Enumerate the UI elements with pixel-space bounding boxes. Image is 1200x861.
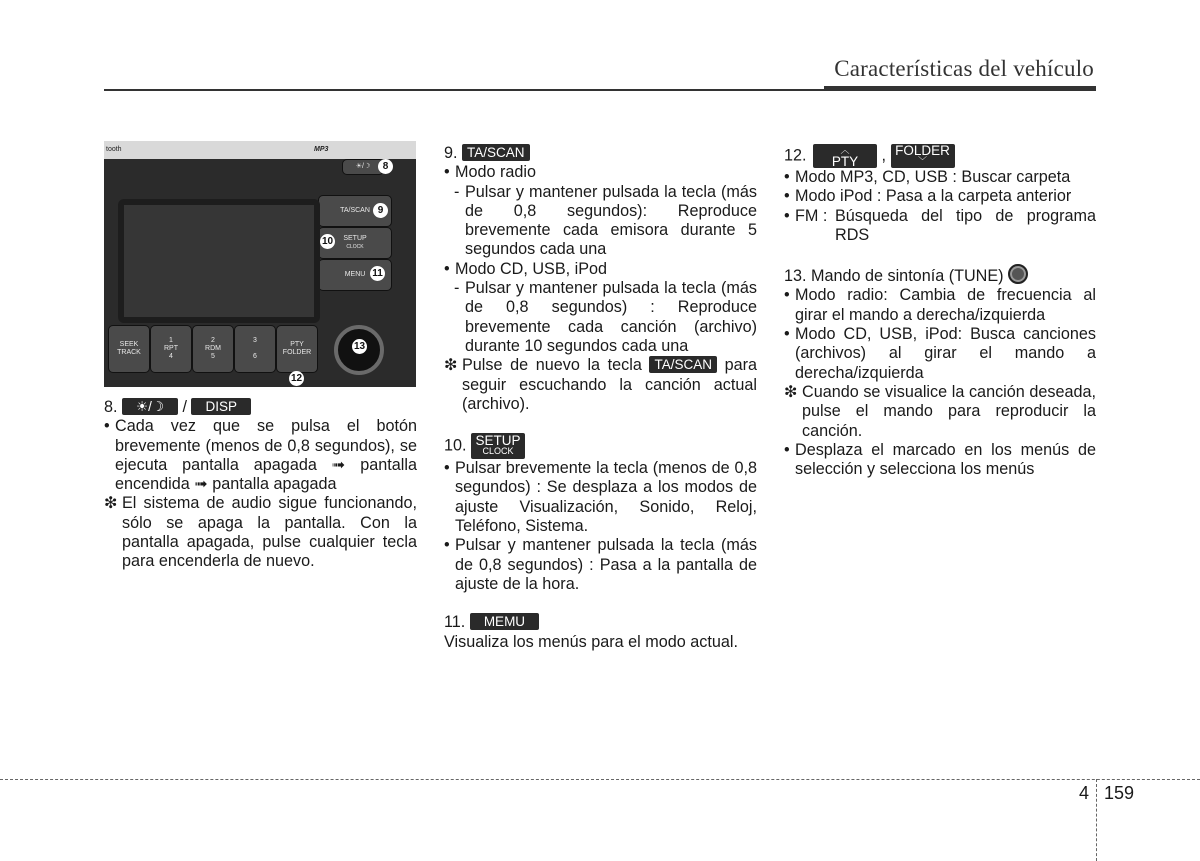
note-item <box>444 356 757 414</box>
key-display: ☀/☽ <box>122 398 178 415</box>
bullet-text: Modo radio: Cambia de frecuencia al girar el mando a derecha/izquierda <box>795 286 1096 324</box>
callout-8: 8 <box>378 159 393 174</box>
item-8-number: 8. <box>104 398 118 416</box>
radio-display <box>118 199 320 323</box>
preset-6-num: 6 <box>253 353 257 360</box>
chevron-down-icon: ﹀ <box>918 156 928 166</box>
bullet-text: Modo CD, USB, iPod: Busca canciones (archivos) al girar el mando a derecha/izquierda <box>795 325 1096 382</box>
item-13-title: 13. Mando de sintonía (TUNE) <box>784 267 1004 286</box>
header-rule <box>104 89 824 91</box>
bullet-mark: • <box>444 163 450 182</box>
bullet-mark: • <box>444 536 450 555</box>
item-9-heading <box>444 144 757 163</box>
callout-13: 13 <box>353 341 366 352</box>
preset-2-label: RDM <box>205 345 221 352</box>
key-pty-label: PTY <box>831 154 859 169</box>
radio-preset-1 <box>150 325 192 373</box>
bullet-mark: • <box>784 286 790 305</box>
footer-rule <box>0 779 1200 780</box>
note-item <box>784 383 1096 441</box>
item-13-heading <box>784 264 1096 286</box>
radio-preset-2 <box>192 325 234 373</box>
bullet-item <box>784 286 1096 325</box>
bullet-mark: • <box>784 440 790 459</box>
radio-disp-button: ☀/☽ <box>342 159 384 175</box>
radio-setup-label: SETUP <box>343 235 367 242</box>
radio-pty-folder-button: PTY FOLDER <box>276 325 318 373</box>
bullet-mark: • <box>444 459 450 478</box>
key-folder-label: FOLDER <box>895 143 950 158</box>
key-setup-label: SETUP <box>475 433 521 449</box>
note-item <box>104 494 417 571</box>
header-rule-thick <box>824 86 1096 91</box>
note-icon: ❇ <box>784 382 798 401</box>
bullet-text: Pulsar y mantener pulsada la tecla (más de 0,8 segundos) : Pasa a la pantalla de ajuste de la hora. <box>455 536 757 593</box>
bullet-item <box>784 325 1096 383</box>
chevron-up-icon: ︿ <box>840 145 850 155</box>
radio-seek-button: SEEK TRACK <box>108 325 150 373</box>
bullet-mark: • <box>784 168 790 186</box>
bullet-mark: • <box>784 206 790 225</box>
bullet-item <box>104 417 417 494</box>
sub-text: Pulsar y mantener pulsada la tecla (más de 0,8 segundos) : Reproduce brevemente cada canción (archivo) durante 10 segundos cada una <box>465 279 757 355</box>
key-pty <box>813 144 877 168</box>
tune-knob-icon <box>1008 264 1028 284</box>
note-text: El sistema de audio sigue funcionando, sólo se apaga la pantalla. Con la pantalla apagada, pulse cualquier tecla para encenderla de nuevo. <box>122 494 417 571</box>
item-8-heading <box>104 398 417 417</box>
bullet-item <box>444 459 757 536</box>
note-text <box>462 356 757 414</box>
note-text-b: para seguir escuchando la canción actual (archivo). <box>462 356 758 413</box>
footer-divider <box>1096 779 1097 861</box>
column-3 <box>784 144 1096 479</box>
key-tascan: TA/SCAN <box>462 144 530 161</box>
bullet-mark: • <box>784 325 790 344</box>
item-11-heading <box>444 613 757 632</box>
bullet-text: Cada vez que se pulsa el botón brevemente (menos de 0,8 segundos), se ejecuta pantalla apagada ➟ pantalla encendida ➟ pantalla apagada <box>115 417 417 494</box>
radio-unit-image <box>104 141 416 387</box>
radio-setup-sublabel: CLOCK <box>346 244 364 250</box>
sub-item <box>444 183 757 260</box>
bullet-item <box>444 260 757 279</box>
bullet-mark: • <box>104 417 110 436</box>
key-tascan-inline: TA/SCAN <box>649 356 717 373</box>
key-comma: , <box>881 146 887 165</box>
bullet-mark: • <box>444 259 450 278</box>
preset-5-num: 5 <box>211 353 215 360</box>
note-icon: ❇ <box>104 494 118 513</box>
radio-tascan-button: TA/SCAN <box>318 195 392 227</box>
dash-mark: - <box>454 279 460 298</box>
dash-mark: - <box>454 182 460 201</box>
section-number: 4 <box>1079 783 1090 803</box>
radio-top-label: tooth <box>106 146 122 153</box>
column-1 <box>104 398 417 572</box>
item-11-number: 11. <box>444 613 466 632</box>
bullet-text: Búsqueda del tipo de programa RDS <box>835 206 1096 244</box>
bullet-text: Modo radio <box>455 163 536 182</box>
bullet-label: FM : <box>795 206 828 225</box>
radio-preset-3 <box>234 325 276 373</box>
key-separator: / <box>182 398 187 416</box>
callout-9: 9 <box>373 203 388 218</box>
item-9-number: 9. <box>444 144 458 162</box>
sub-item <box>444 279 757 356</box>
page-header-title: Características del vehículo <box>834 56 1094 81</box>
bullet-text: Modo iPod : Pasa a la carpeta anterior <box>795 187 1072 206</box>
bullet-item <box>444 163 757 182</box>
key-setup <box>471 433 525 459</box>
radio-menu-button: MENU <box>318 259 392 291</box>
bullet-mark: • <box>784 187 790 206</box>
key-folder <box>891 144 955 168</box>
item-12-number: 12. <box>784 146 807 165</box>
bullet-text: Pulsar brevemente la tecla (menos de 0,8 segundos) : Se desplaza a los modos de ajuste Visualización, Sonido, Reloj, Teléfono, Sistema. <box>455 459 757 536</box>
bullet-item <box>444 536 757 594</box>
note-text: Cuando se visualice la canción deseada, pulse el mando para reproducir la canción. <box>802 382 1096 440</box>
item-11-text: Visualiza los menús para el modo actual. <box>444 632 738 651</box>
sub-text: Pulsar y mantener pulsada la tecla (más de 0,8 segundos): Reproduce brevemente cada emisora durante 5 segundos cada una <box>465 182 757 259</box>
radio-mp3-logo: MP3 <box>314 146 329 153</box>
item-12-heading <box>784 144 1096 168</box>
preset-1-label: RPT <box>164 345 178 352</box>
column-2 <box>444 144 757 652</box>
callout-10: 10 <box>321 236 334 247</box>
bullet-text: Modo MP3, CD, USB : Buscar carpeta <box>795 168 1071 186</box>
radio-top-strip <box>104 141 416 159</box>
page-number: 159 <box>1104 783 1135 803</box>
key-memu: MEMU <box>470 613 539 630</box>
note-text-a: Pulse de nuevo la tecla <box>462 356 642 375</box>
bullet-text: Modo CD, USB, iPod <box>455 259 608 278</box>
bullet-item <box>784 207 1096 246</box>
preset-3-num: 3 <box>253 337 257 344</box>
callout-11: 11 <box>370 266 385 281</box>
preset-1-num: 1 <box>169 337 173 344</box>
note-icon: ❇ <box>444 356 458 375</box>
item-10-heading <box>444 433 757 459</box>
bullet-text: Desplaza el marcado en los menús de selección y selecciona los menús <box>795 440 1096 479</box>
item-10-number: 10. <box>444 436 467 455</box>
preset-4-num: 4 <box>169 353 173 360</box>
bullet-item <box>784 168 1096 187</box>
key-setup-sublabel: CLOCK <box>482 446 514 457</box>
preset-2-num: 2 <box>211 337 215 344</box>
bullet-item <box>784 187 1096 206</box>
callout-12: 12 <box>290 373 303 384</box>
key-disp: DISP <box>191 398 251 415</box>
bullet-item <box>784 441 1096 480</box>
